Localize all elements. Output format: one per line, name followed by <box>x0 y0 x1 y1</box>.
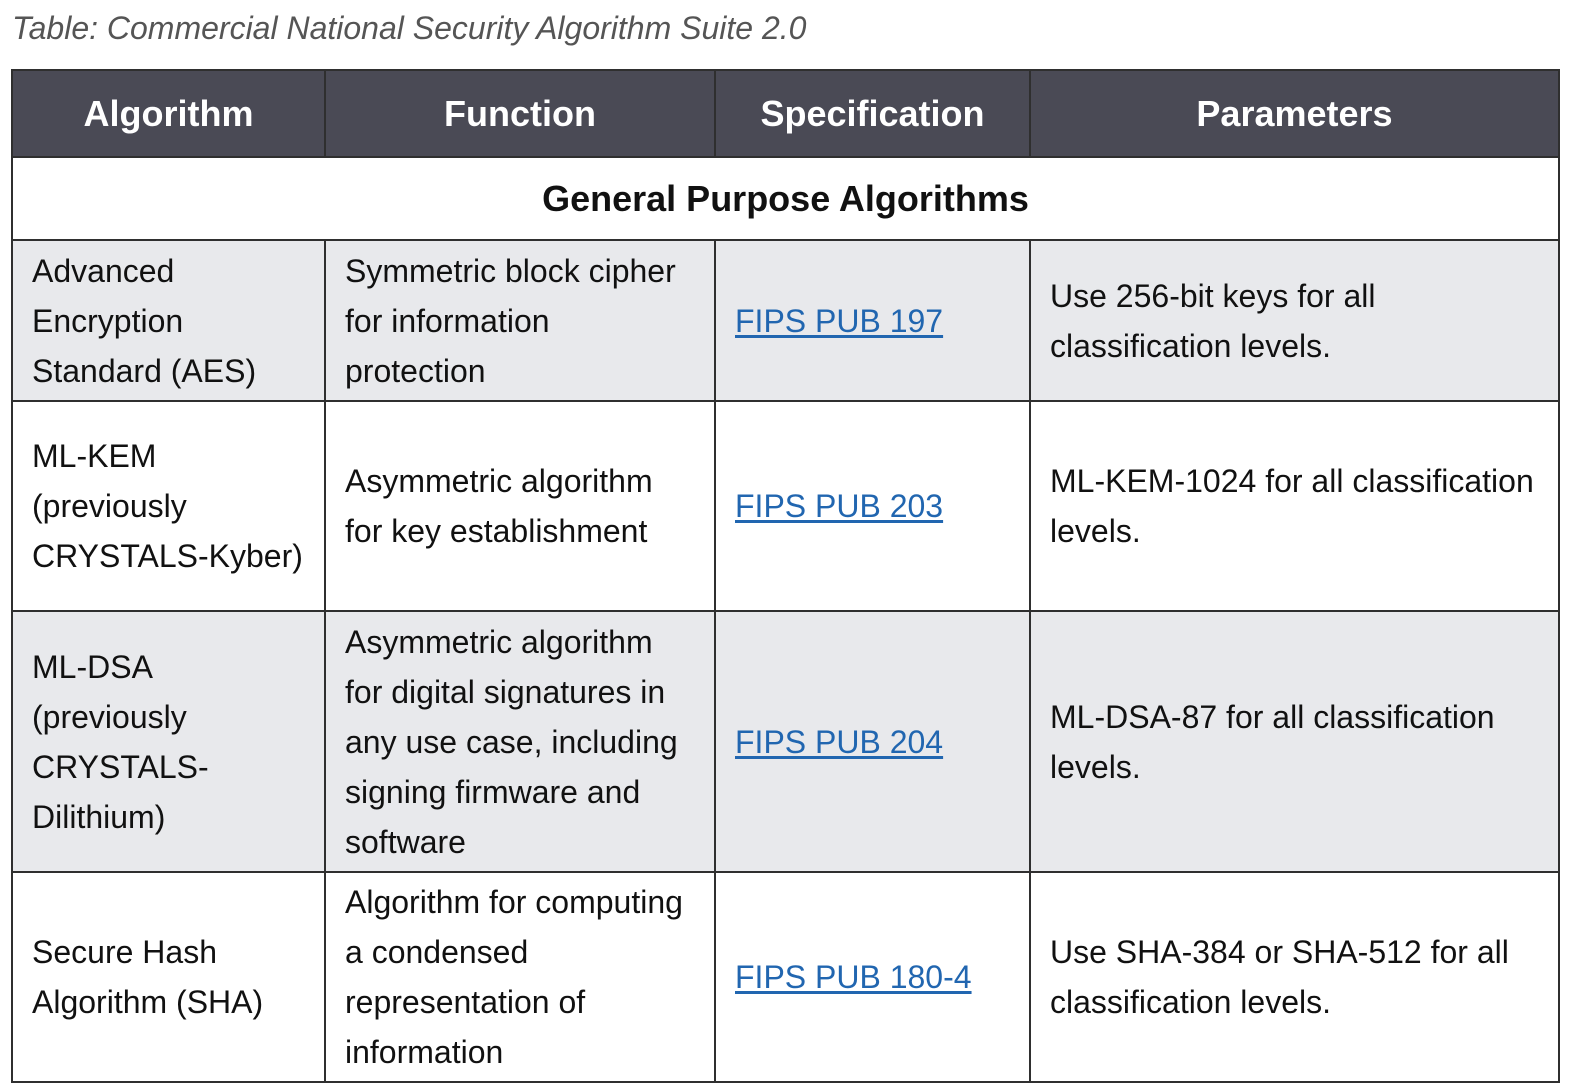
table-row <box>12 240 1559 401</box>
cell-algorithm: Secure Hash Algorithm (SHA) <box>12 872 325 1082</box>
header-specification: Specification <box>715 70 1030 157</box>
cell-function: Asymmetric algorithm for key establishment <box>325 401 715 611</box>
table-row <box>12 872 1559 1082</box>
cell-specification <box>715 240 1030 401</box>
spec-link[interactable]: FIPS PUB 197 <box>735 302 944 339</box>
cell-parameters: ML-DSA-87 for all classification levels. <box>1030 611 1559 872</box>
cell-parameters: Use SHA-384 or SHA-512 for all classification levels. <box>1030 872 1559 1082</box>
cell-specification <box>715 872 1030 1082</box>
cell-parameters: ML-KEM-1024 for all classification levels. <box>1030 401 1559 611</box>
spec-link[interactable]: FIPS PUB 204 <box>735 723 944 760</box>
cell-function: Asymmetric algorithm for digital signatures in any use case, including signing firmware and software <box>325 611 715 872</box>
spec-link[interactable]: FIPS PUB 203 <box>735 488 944 524</box>
table-row <box>12 611 1559 872</box>
section-row <box>12 157 1559 240</box>
cell-specification <box>715 401 1030 611</box>
cell-algorithm: ML-KEM (previously CRYSTALS-Kyber) <box>12 401 325 611</box>
cell-algorithm: ML-DSA (previously CRYSTALS-Dilithium) <box>12 611 325 872</box>
header-parameters: Parameters <box>1030 70 1559 157</box>
cnsa-table <box>11 69 1560 1083</box>
table-row <box>12 401 1559 611</box>
header-function: Function <box>325 70 715 157</box>
header-row <box>12 70 1559 157</box>
spec-link[interactable]: FIPS PUB 180-4 <box>735 959 972 995</box>
cell-function: Algorithm for computing a condensed representation of information <box>325 872 715 1082</box>
header-algorithm: Algorithm <box>12 70 325 157</box>
cell-parameters: Use 256-bit keys for all classification levels. <box>1030 240 1559 401</box>
cell-algorithm: Advanced Encryption Standard (AES) <box>12 240 325 401</box>
cell-specification <box>715 611 1030 872</box>
cell-function: Symmetric block cipher for information protection <box>325 240 715 401</box>
section-title: General Purpose Algorithms <box>12 157 1559 240</box>
table-caption: Table: Commercial National Security Algorithm Suite 2.0 <box>12 10 807 46</box>
